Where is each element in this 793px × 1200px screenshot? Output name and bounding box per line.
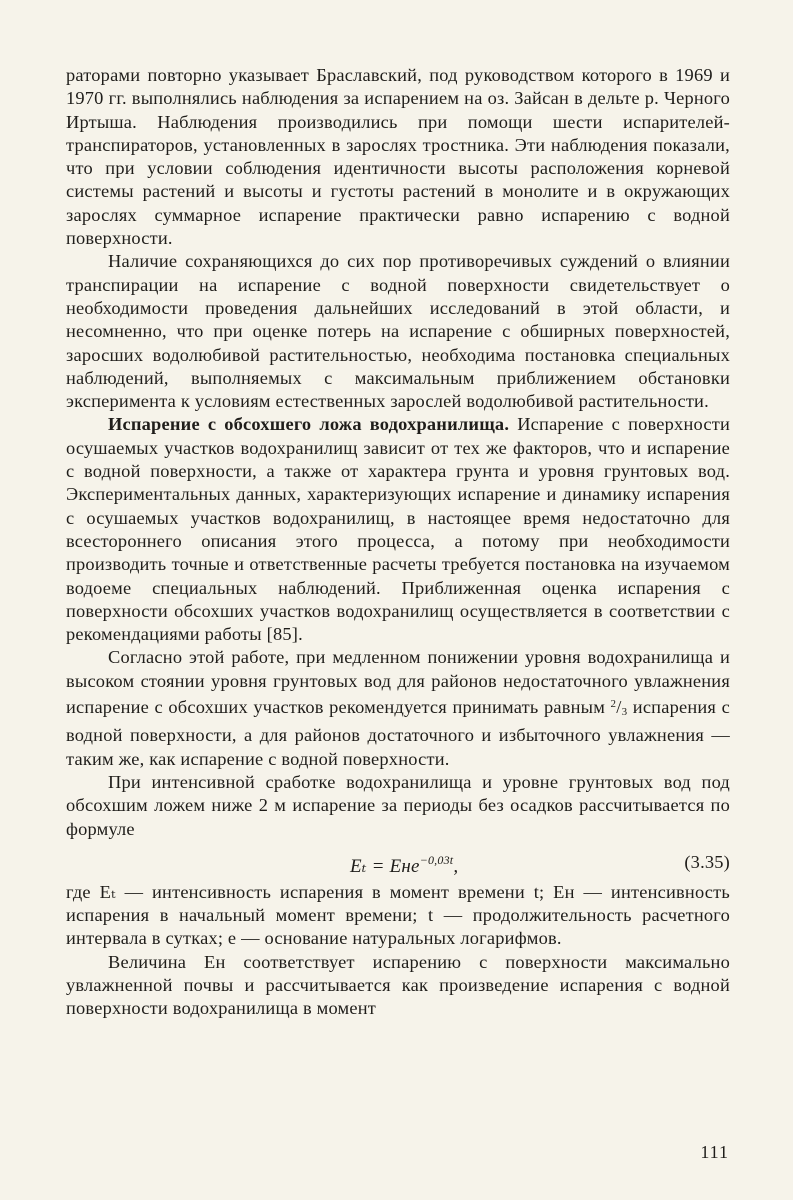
paragraph-recommendation: [66, 646, 730, 770]
formula-lhs: Eₜ = Eнe: [350, 855, 420, 877]
recommendation-text-before: Согласно этой работе, при медленном понижении уровня водохранилища и высоком стоянии уровня грунтовых вод для районов недостаточного увлажнения испарение с обсохших участков рекомендуется принимать равным: [66, 647, 730, 718]
fraction: $^2/_3$: [610, 697, 628, 719]
formula: [350, 849, 458, 878]
recommendation-text-after: испарения с водной поверхности, а для районов достаточного и избыточного увлажнения — таким же, как испарение с водной поверхности.: [66, 697, 730, 769]
paragraph-transpiration: Наличие сохраняющихся до сих пор противоречивых суждений о влиянии транспирации на испарение с водной поверхности свидетельствует о необходимости проведения дальнейших исследований в этой области, и несомненно, что при оценке потерь на испарение с обширных поверхностей, заросших водолюбивой растительностью, необходима постановка специальных наблюдений, выполняемых с максимальным приближением обстановки эксперимента к условиям естественных зарослей водолюбивой растительности.: [66, 251, 730, 412]
paragraph-dry-bed-body: Испарение с поверхности осушаемых участков водохранилищ зависит от тех же факторов, что и испарение с водной поверхности, а также от характера грунта и уровня грунтовых вод. Экспериментальных данных, характеризующих испарение и динамику испарения с осушаемых участков водохранилищ, в настоящее время недостаточно для всестороннего описания этого процесса, а потому при необходимости производить точные и ответственные расчеты требуется постановка на изучаемом водоеме специальных наблюдений. Приближенная оценка испарения с поверхности обсохших участков водохранилищ осуществляется в соответствии с рекомендациями работы [85].: [66, 414, 730, 645]
paragraph-intensive: При интенсивной сработке водохранилища и уровне грунтовых вод под обсохшим ложем ниже 2 м испарение за периоды без осадков рассчитывается по формуле: [66, 771, 730, 839]
formula-row: [66, 845, 730, 879]
paragraph-definitions: где Eₜ — интенсивность испарения в момент времени t; Eн — интенсивность испарения в начальный момент времени; t — продолжительность расчетного интервала в сутках; e — основание натуральных логарифмов.: [66, 881, 730, 949]
formula-exponent: −0,03t: [419, 852, 454, 867]
paragraph-dry-bed: [66, 413, 730, 646]
fraction-denominator: 3: [621, 706, 628, 719]
paragraph-continuation: раторами повторно указывает Браславский, под руководством которого в 1969 и 1970 гг. выполнялись наблюдения за испарением на оз. Зайсан в дельте р. Черного Иртыша. Наблюдения производились при помощи шести испарителей-транспираторов, установленных в зарослях тростника. Эти наблюдения показали, что при условии соблюдения идентичности высоты расположения корневой системы растений и высоты и густоты растений в монолите и в окружающих зарослях суммарное испарение практически равно испарению с водной поверхности.: [66, 65, 730, 249]
page-body: [66, 64, 730, 1021]
formula-number: (3.35): [684, 851, 730, 872]
page-number: 111: [700, 1142, 729, 1162]
formula-tail: ,: [453, 855, 459, 877]
paragraph-value: Величина Eн соответствует испарению с поверхности максимально увлажненной почвы и рассчитывается как произведение испарения с водной поверхности водохранилища в момент: [66, 951, 730, 1019]
fraction-numerator: 2: [610, 698, 617, 711]
section-heading: Испарение с обсохшего ложа водохранилища.: [108, 414, 510, 435]
